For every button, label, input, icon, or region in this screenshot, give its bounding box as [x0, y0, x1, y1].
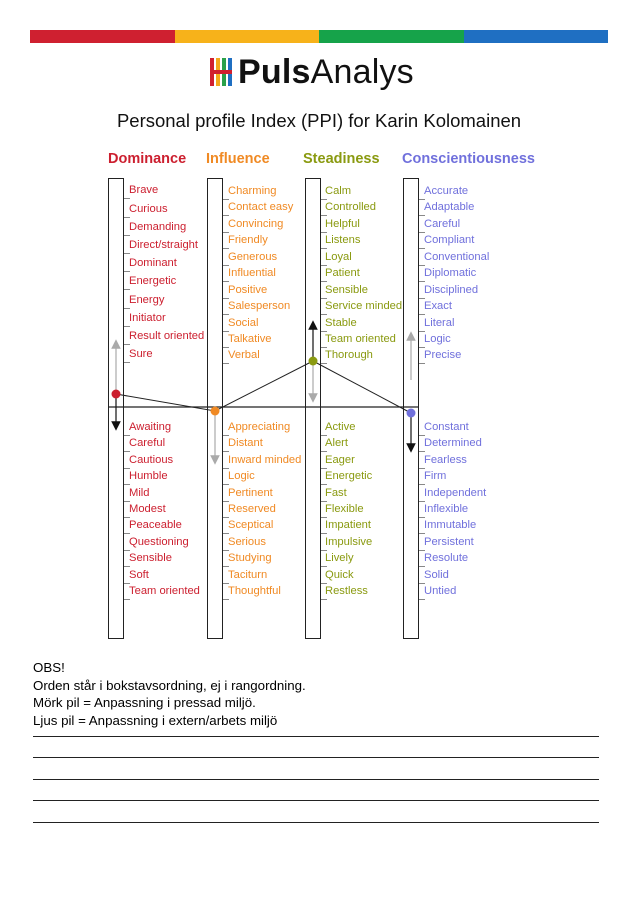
- dominance-upper-word: Dominant: [129, 257, 177, 269]
- dominance-upper-word: Brave: [129, 184, 159, 196]
- conscientiousness-lower-word: Determined: [424, 437, 482, 450]
- influence-upper-word: Convincing: [228, 218, 284, 230]
- dominance-upper-word: Sure: [129, 348, 153, 360]
- steadiness-lower-word: Lively: [325, 552, 354, 565]
- conscientiousness-upper-word: Disciplined: [424, 284, 479, 296]
- conscientiousness-upper-word: Compliant: [424, 234, 475, 246]
- influence-lower-word: Distant: [228, 437, 263, 450]
- column-heading-conscientiousness: Conscientiousness: [402, 151, 535, 167]
- steadiness-upper-word: Listens: [325, 234, 361, 246]
- influence-lower-word: Studying: [228, 552, 272, 565]
- steadiness-upper-word: Stable: [325, 317, 357, 329]
- influence-lower-word: Thoughtful: [228, 585, 281, 597]
- influence-upper-word: Friendly: [228, 234, 268, 246]
- influence-upper-word: Social: [228, 317, 259, 329]
- conscientiousness-upper-word: Careful: [424, 218, 461, 230]
- steadiness-lower-word: Eager: [325, 453, 355, 466]
- influence-lower-word: Inward minded: [228, 453, 302, 466]
- dominance-lower-word: Modest: [129, 503, 166, 515]
- column-heading-dominance: Dominance: [108, 151, 187, 167]
- steadiness-upper-word: Controlled: [325, 201, 376, 213]
- writing-line: [33, 779, 599, 780]
- logo-text-regular: Analys: [310, 53, 414, 91]
- influence-lower-word: Taciturn: [228, 568, 268, 581]
- influence-upper-word: Generous: [228, 251, 278, 263]
- steadiness-upper-word: Thorough: [325, 349, 373, 361]
- page-title: Personal profile Index (PPI) for Karin Kolomainen: [116, 110, 522, 131]
- dominance-upper-word: Energetic: [129, 275, 177, 287]
- influence-upper-word: Charming: [228, 185, 277, 197]
- conscientiousness-lower-word: Inflexible: [424, 503, 469, 515]
- conscientiousness-upper-word: Precise: [424, 349, 462, 361]
- profile-dot-steadiness: [309, 357, 318, 366]
- conscientiousness-upper-word: Diplomatic: [424, 267, 477, 279]
- conscientiousness-upper-word: Accurate: [424, 185, 469, 197]
- steadiness-upper-word: Patient: [325, 267, 360, 279]
- influence-lower-word: Reserved: [228, 503, 276, 515]
- steadiness-upper-word: Service minded: [325, 300, 403, 312]
- steadiness-lower-word: Active: [325, 421, 356, 433]
- steadiness-lower-word: Impulsive: [325, 535, 373, 548]
- steadiness-upper-word: Team oriented: [325, 333, 396, 345]
- dominance-lower-word: Questioning: [129, 535, 189, 548]
- dominance-upper-word: Curious: [129, 203, 168, 215]
- conscientiousness-lower-word: Solid: [424, 568, 449, 581]
- conscientiousness-lower-word: Fearless: [424, 453, 467, 466]
- dominance-lower-word: Sensible: [129, 552, 172, 565]
- dominance-upper-word: Energy: [129, 294, 165, 306]
- steadiness-lower-word: Alert: [325, 437, 349, 450]
- influence-upper-word: Contact easy: [228, 201, 294, 213]
- steadiness-lower-word: Quick: [325, 568, 354, 581]
- steadiness-lower-word: Energetic: [325, 470, 373, 483]
- profile-dot-influence: [211, 407, 220, 416]
- influence-lower-word: Logic: [228, 470, 255, 483]
- profile-dot-dominance: [112, 390, 121, 399]
- dominance-upper-word: Initiator: [129, 312, 166, 324]
- conscientiousness-lower-word: Resolute: [424, 552, 469, 565]
- dominance-lower-word: Soft: [129, 568, 149, 581]
- profile-dot-conscientiousness: [407, 409, 416, 418]
- notes-section: [33, 659, 306, 729]
- dominance-upper-word: Result oriented: [129, 330, 205, 342]
- logo-text-bold: Puls: [238, 53, 311, 91]
- conscientiousness-upper-word: Exact: [424, 300, 452, 312]
- steadiness-upper-word: Sensible: [325, 284, 368, 296]
- writing-line: [33, 822, 599, 823]
- influence-upper-word: Salesperson: [228, 300, 291, 312]
- influence-lower-word: Sceptical: [228, 519, 274, 532]
- dominance-upper-word: Demanding: [129, 221, 187, 233]
- writing-line: [33, 736, 599, 737]
- steadiness-lower-word: Restless: [325, 585, 368, 597]
- steadiness-lower-word: Flexible: [325, 503, 364, 515]
- dominance-lower-word: Humble: [129, 470, 168, 483]
- conscientiousness-upper-word: Logic: [424, 333, 451, 345]
- conscientiousness-lower-word: Persistent: [424, 535, 474, 548]
- influence-lower-word: Serious: [228, 535, 266, 548]
- influence-lower-word: Pertinent: [228, 486, 273, 499]
- writing-line: [33, 800, 599, 801]
- dominance-lower-word: Awaiting: [129, 421, 172, 433]
- dominance-lower-word: Team oriented: [129, 585, 200, 597]
- conscientiousness-lower-word: Untied: [424, 585, 457, 597]
- conscientiousness-upper-word: Conventional: [424, 251, 490, 263]
- dominance-lower-word: Peaceable: [129, 519, 182, 532]
- conscientiousness-lower-word: Immutable: [424, 519, 477, 532]
- influence-upper-word: Positive: [228, 284, 268, 296]
- steadiness-upper-word: Calm: [325, 185, 352, 197]
- dominance-lower-word: Mild: [129, 486, 150, 499]
- steadiness-lower-word: Fast: [325, 486, 347, 499]
- note-line-3: Ljus pil = Anpassning i extern/arbets miljö: [33, 712, 278, 728]
- note-heading: OBS!: [33, 660, 65, 675]
- column-heading-influence: Influence: [206, 151, 270, 167]
- influence-upper-word: Talkative: [228, 333, 272, 345]
- dominance-lower-word: Cautious: [129, 453, 174, 466]
- conscientiousness-upper-word: Literal: [424, 317, 455, 329]
- dominance-upper-word: Direct/straight: [129, 239, 199, 251]
- dominance-lower-word: Careful: [129, 437, 166, 450]
- conscientiousness-upper-word: Adaptable: [424, 201, 475, 213]
- note-line-2: Mörk pil = Anpassning i pressad miljö.: [33, 695, 256, 710]
- note-line-1: Orden står i bokstavsordning, ej i rangordning.: [33, 677, 306, 693]
- conscientiousness-lower-word: Independent: [424, 486, 487, 499]
- steadiness-upper-word: Helpful: [325, 218, 360, 230]
- conscientiousness-lower-word: Firm: [424, 470, 447, 483]
- profile-line: [116, 361, 411, 413]
- influence-lower-word: Appreciating: [228, 421, 291, 433]
- steadiness-upper-word: Loyal: [325, 251, 352, 263]
- steadiness-lower-word: Impatient: [325, 519, 372, 532]
- writing-line: [33, 757, 599, 758]
- influence-upper-word: Verbal: [228, 349, 260, 361]
- conscientiousness-lower-word: Constant: [424, 421, 469, 433]
- column-heading-steadiness: Steadiness: [303, 151, 380, 167]
- influence-upper-word: Influential: [228, 267, 276, 279]
